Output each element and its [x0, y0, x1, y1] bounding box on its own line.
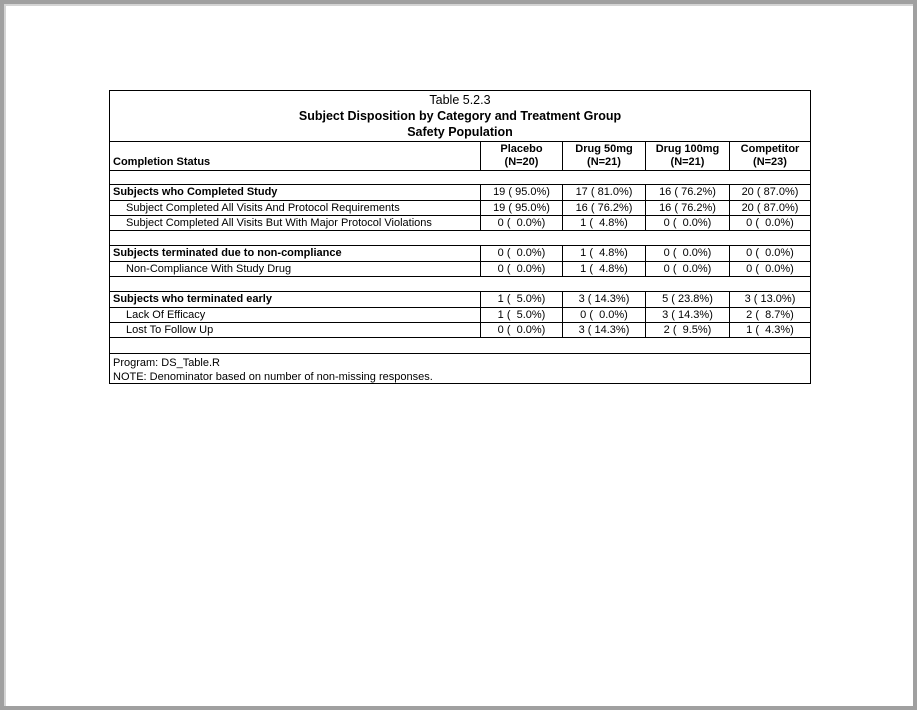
cell-drug-100mg: 3 ( 14.3%) — [645, 308, 729, 322]
cell-competitor: 0 ( 0.0%) — [729, 216, 810, 230]
column-name: Drug 50mg — [575, 143, 633, 155]
population-label: Safety Population — [407, 125, 513, 139]
cell-competitor: 0 ( 0.0%) — [729, 246, 810, 261]
table-heading: Subject Disposition by Category and Treatment Group — [298, 109, 622, 123]
row-label: Lack Of Efficacy — [126, 309, 206, 321]
row-label: Subjects who Completed Study — [113, 186, 278, 198]
spacer-row — [110, 171, 810, 185]
cell-drug-50mg: 1 ( 4.8%) — [562, 262, 645, 276]
cell-placebo: 0 ( 0.0%) — [480, 246, 562, 261]
document-page — [4, 4, 913, 706]
cell-competitor: 1 ( 4.3%) — [729, 323, 810, 337]
column-n: (N=21) — [670, 156, 705, 168]
cell-drug-50mg: 3 ( 14.3%) — [562, 323, 645, 337]
cell-competitor: 3 ( 13.0%) — [729, 292, 810, 307]
cell-drug-100mg: 2 ( 9.5%) — [645, 323, 729, 337]
table-row — [110, 308, 810, 323]
table-row — [110, 216, 810, 231]
table-title — [110, 91, 810, 142]
column-name: Placebo — [500, 143, 543, 155]
cell-drug-100mg: 5 ( 23.8%) — [645, 292, 729, 307]
row-label: Lost To Follow Up — [126, 324, 214, 336]
denominator-note: NOTE: Denominator based on number of non-missing responses. — [113, 371, 433, 383]
spacer-row — [110, 277, 810, 292]
cell-placebo: 0 ( 0.0%) — [480, 323, 562, 337]
cell-placebo: 0 ( 0.0%) — [480, 216, 562, 230]
cell-competitor: 20 ( 87.0%) — [729, 185, 810, 200]
table-row — [110, 262, 810, 277]
row-label: Non-Compliance With Study Drug — [126, 263, 292, 275]
cell-drug-100mg: 16 ( 76.2%) — [645, 185, 729, 200]
row-label: Subject Completed All Visits And Protocol Requirements — [126, 202, 400, 214]
cell-placebo: 0 ( 0.0%) — [480, 262, 562, 276]
table-row — [110, 323, 810, 338]
header-completion-status: Completion Status — [113, 156, 211, 168]
program-note: Program: DS_Table.R — [113, 357, 220, 369]
cell-drug-50mg: 16 ( 76.2%) — [562, 201, 645, 215]
column-n: (N=21) — [587, 156, 621, 168]
header-drug-50mg — [562, 141, 645, 170]
cell-placebo: 1 ( 5.0%) — [480, 308, 562, 322]
cell-drug-50mg: 1 ( 4.8%) — [562, 246, 645, 261]
cell-competitor: 2 ( 8.7%) — [729, 308, 810, 322]
row-label: Subjects terminated due to non-compliance — [113, 247, 342, 259]
table-row — [110, 246, 810, 262]
spacer-row — [110, 338, 810, 354]
cell-placebo: 1 ( 5.0%) — [480, 292, 562, 307]
table-row — [110, 185, 810, 201]
cell-drug-100mg: 0 ( 0.0%) — [645, 216, 729, 230]
table-row — [110, 201, 810, 216]
row-label: Subjects who terminated early — [113, 293, 272, 305]
cell-drug-100mg: 0 ( 0.0%) — [645, 246, 729, 261]
cell-placebo: 19 ( 95.0%) — [480, 201, 562, 215]
cell-drug-100mg: 0 ( 0.0%) — [645, 262, 729, 276]
header-competitor — [729, 141, 810, 170]
spacer-row — [110, 231, 810, 246]
column-name: Competitor — [740, 143, 800, 155]
table-number: Table 5.2.3 — [429, 93, 491, 107]
column-n: (N=20) — [504, 156, 539, 168]
row-label: Subject Completed All Visits But With Major Protocol Violations — [126, 217, 432, 229]
cell-placebo: 19 ( 95.0%) — [480, 185, 562, 200]
column-header-row — [110, 141, 810, 171]
cell-drug-100mg: 16 ( 76.2%) — [645, 201, 729, 215]
cell-drug-50mg: 0 ( 0.0%) — [562, 308, 645, 322]
cell-drug-50mg: 1 ( 4.8%) — [562, 216, 645, 230]
column-name: Drug 100mg — [655, 143, 720, 155]
column-n: (N=23) — [753, 156, 787, 168]
cell-competitor: 0 ( 0.0%) — [729, 262, 810, 276]
cell-drug-50mg: 17 ( 81.0%) — [562, 185, 645, 200]
cell-drug-50mg: 3 ( 14.3%) — [562, 292, 645, 307]
header-drug-100mg — [645, 141, 729, 170]
cell-competitor: 20 ( 87.0%) — [729, 201, 810, 215]
header-placebo — [480, 141, 562, 170]
table-row — [110, 292, 810, 308]
disposition-table — [109, 90, 811, 384]
